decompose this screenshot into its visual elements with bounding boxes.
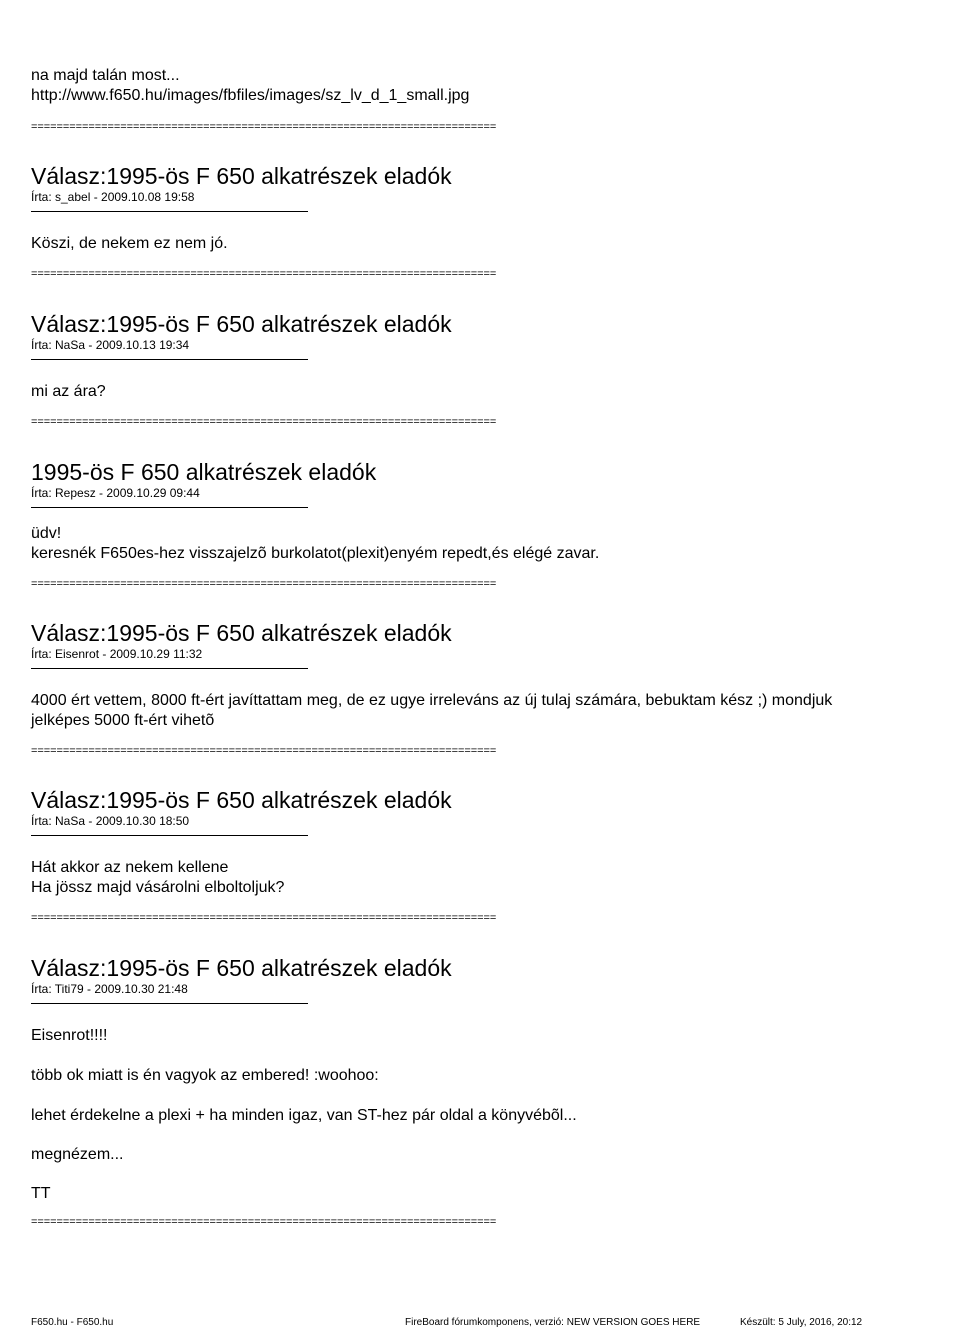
post-divider: [31, 1003, 308, 1004]
post-divider: [31, 211, 308, 212]
post-paragraph: Ha jössz majd vásárolni elboltoljuk?: [31, 879, 285, 896]
post-meta: Írta: s_abel - 2009.10.08 19:58: [31, 190, 195, 204]
footer-site: F650.hu - F650.hu: [31, 1317, 114, 1328]
post: [31, 786, 931, 898]
post-title: Válasz:1995-ös F 650 alkatrészek eladók: [31, 787, 452, 813]
separator-line: =========================================================================: [31, 912, 497, 924]
post: [31, 458, 931, 564]
post-title: Válasz:1995-ös F 650 alkatrészek eladók: [31, 955, 452, 981]
post-divider: [31, 835, 308, 836]
post-body: [31, 858, 931, 898]
intro-text: na majd talán most...: [31, 67, 180, 84]
post-body: [31, 691, 931, 731]
post-title: Válasz:1995-ös F 650 alkatrészek eladók: [31, 163, 452, 189]
post-paragraph: lehet érdekelne a plexi + ha minden igaz, van ST-hez pár oldal a könyvébõl...: [31, 1107, 577, 1124]
post-paragraph: jelképes 5000 ft-ért vihetõ: [31, 712, 215, 729]
post-divider: [31, 668, 308, 669]
post: [31, 954, 931, 1204]
post-paragraph: 4000 ért vettem, 8000 ft-ért javíttattam meg, de ez ugye irreleváns az új tulaj számára, bebuktam kész ;) mondjuk: [31, 692, 833, 709]
separator-line: =========================================================================: [31, 416, 497, 428]
post-body: [31, 234, 931, 254]
post-body: [31, 524, 931, 564]
image-url-link[interactable]: http://www.f650.hu/images/fbfiles/images/sz_lv_d_1_small.jpg: [31, 87, 470, 104]
post-body: [31, 382, 931, 402]
post-paragraph: megnézem...: [31, 1146, 124, 1163]
post-title: 1995-ös F 650 alkatrészek eladók: [31, 459, 377, 485]
page-footer: [31, 1316, 931, 1330]
post-paragraph: keresnék F650es-hez visszajelzõ burkolatot(plexit)enyém repedt,és elégé zavar.: [31, 545, 600, 562]
post-paragraph: több ok miatt is én vagyok az embered! :woohoo:: [31, 1067, 379, 1084]
forum-thread-export: [31, 66, 931, 1228]
separator-line: =========================================================================: [31, 578, 497, 590]
post-meta: Írta: NaSa - 2009.10.13 19:34: [31, 338, 190, 352]
post-title: Válasz:1995-ös F 650 alkatrészek eladók: [31, 311, 452, 337]
post-paragraph: Köszi, de nekem ez nem jó.: [31, 235, 228, 252]
post-paragraph: mi az ára?: [31, 383, 106, 400]
separator-line: =========================================================================: [31, 268, 497, 280]
post-paragraph: üdv!: [31, 525, 62, 542]
separator-line: =========================================================================: [31, 121, 497, 133]
intro-block: [31, 66, 931, 106]
post-title: Válasz:1995-ös F 650 alkatrészek eladók: [31, 620, 452, 646]
post-meta: Írta: Eisenrot - 2009.10.29 11:32: [31, 647, 203, 661]
post-divider: [31, 359, 308, 360]
footer-generated: Készült: 5 July, 2016, 20:12: [740, 1317, 863, 1328]
post-meta: Írta: Repesz - 2009.10.29 09:44: [31, 486, 200, 500]
post-body: [31, 1026, 931, 1204]
post-paragraph: Eisenrot!!!!: [31, 1027, 108, 1044]
post-divider: [31, 507, 308, 508]
post-paragraph: Hát akkor az nekem kellene: [31, 859, 229, 876]
separator-line: =========================================================================: [31, 745, 497, 757]
post-paragraph: TT: [31, 1185, 51, 1202]
post-meta: Írta: Titi79 - 2009.10.30 21:48: [31, 982, 188, 996]
post: [31, 619, 931, 731]
post-meta: Írta: NaSa - 2009.10.30 18:50: [31, 814, 190, 828]
separator-line: =========================================================================: [31, 1216, 497, 1228]
post: [31, 310, 931, 402]
post: [31, 162, 931, 254]
footer-component: FireBoard fórumkomponens, verzió: NEW VERSION GOES HERE: [405, 1317, 701, 1328]
